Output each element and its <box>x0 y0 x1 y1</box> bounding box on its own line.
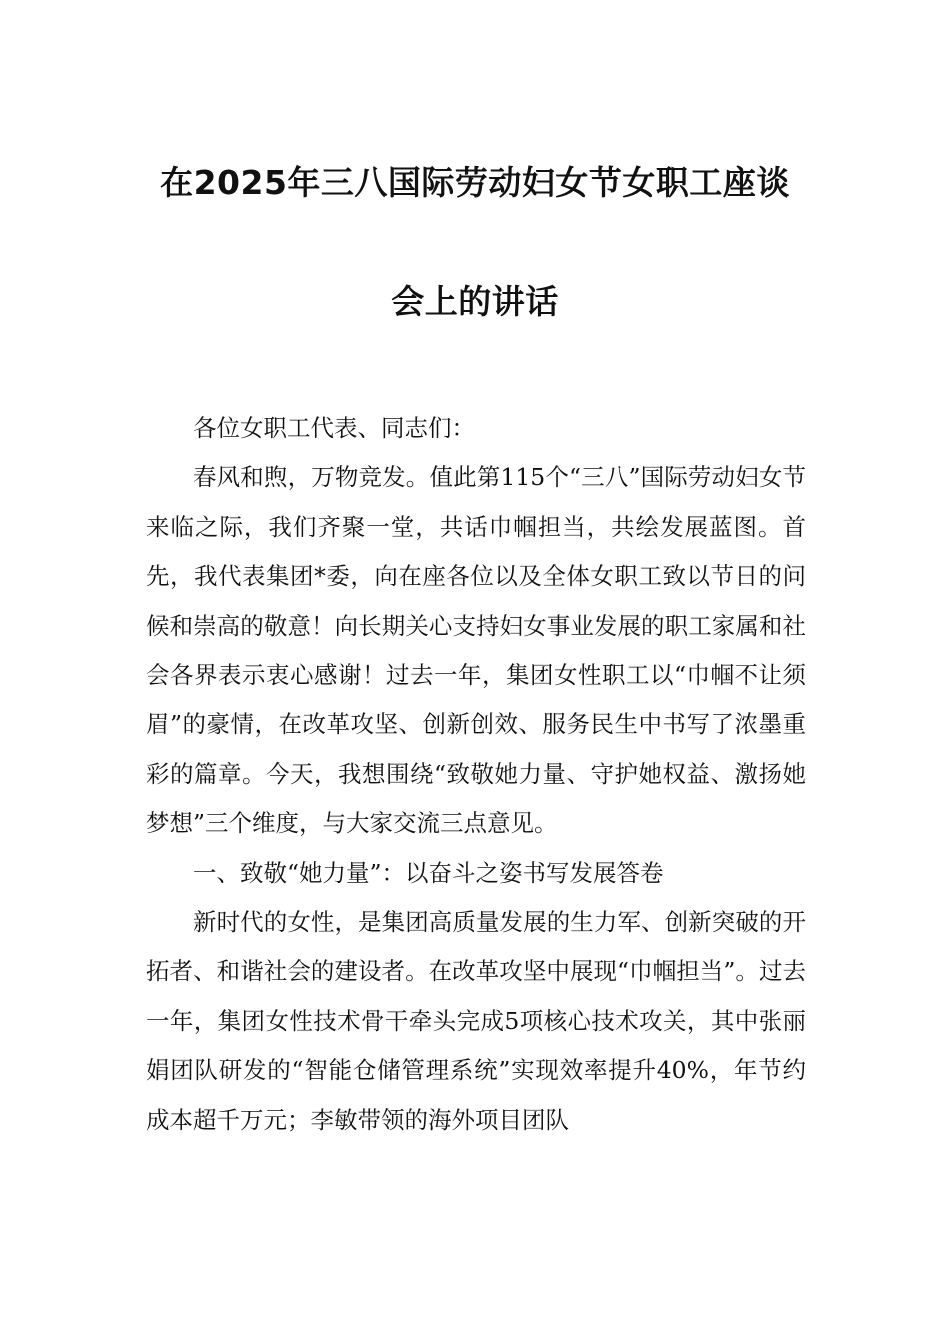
opening-paragraph: 春风和煦，万物竞发。值此第115个“三八”国际劳动妇女节来临之际，我们齐聚一堂，共话巾帼担当，共绘发展蓝图。首先，我代表集团*委，向在座各位以及全体女职工致以节日的问候和崇高的敬意！向长期关心支持妇女事业发展的职工家属和社会各界表示衷心感谢！过去一年，集团女性职工以“巾帼不让须眉”的豪情，在改革攻坚、创新创效、服务民生中书写了浓墨重彩的篇章。今天，我想围绕“致敬她力量、守护她权益、激扬她梦想”三个维度，与大家交流三点意见。 <box>146 463 806 838</box>
salutation-paragraph: 各位女职工代表、同志们： <box>193 414 475 442</box>
section-1-paragraph: 新时代的女性，是集团高质量发展的生力军、创新突破的开拓者、和谐社会的建设者。在改革攻坚中展现“巾帼担当”。过去一年，集团女性技术骨干牵头完成5项核心技术攻关，其中张丽娟团队研发的“智能仓储管理系统”实现效率提升40%，年节约成本超千万元；李敏带领的海外项目团队 <box>146 908 806 1134</box>
document-title-line2: 会上的讲话 <box>391 282 559 321</box>
section-heading-1: 一、致敬“她力量”：以奋斗之姿书写发展答卷 <box>193 858 664 887</box>
document-title-line1: 在2025年三八国际劳动妇女节女职工座谈 <box>160 163 790 202</box>
document-body <box>146 404 806 1145</box>
